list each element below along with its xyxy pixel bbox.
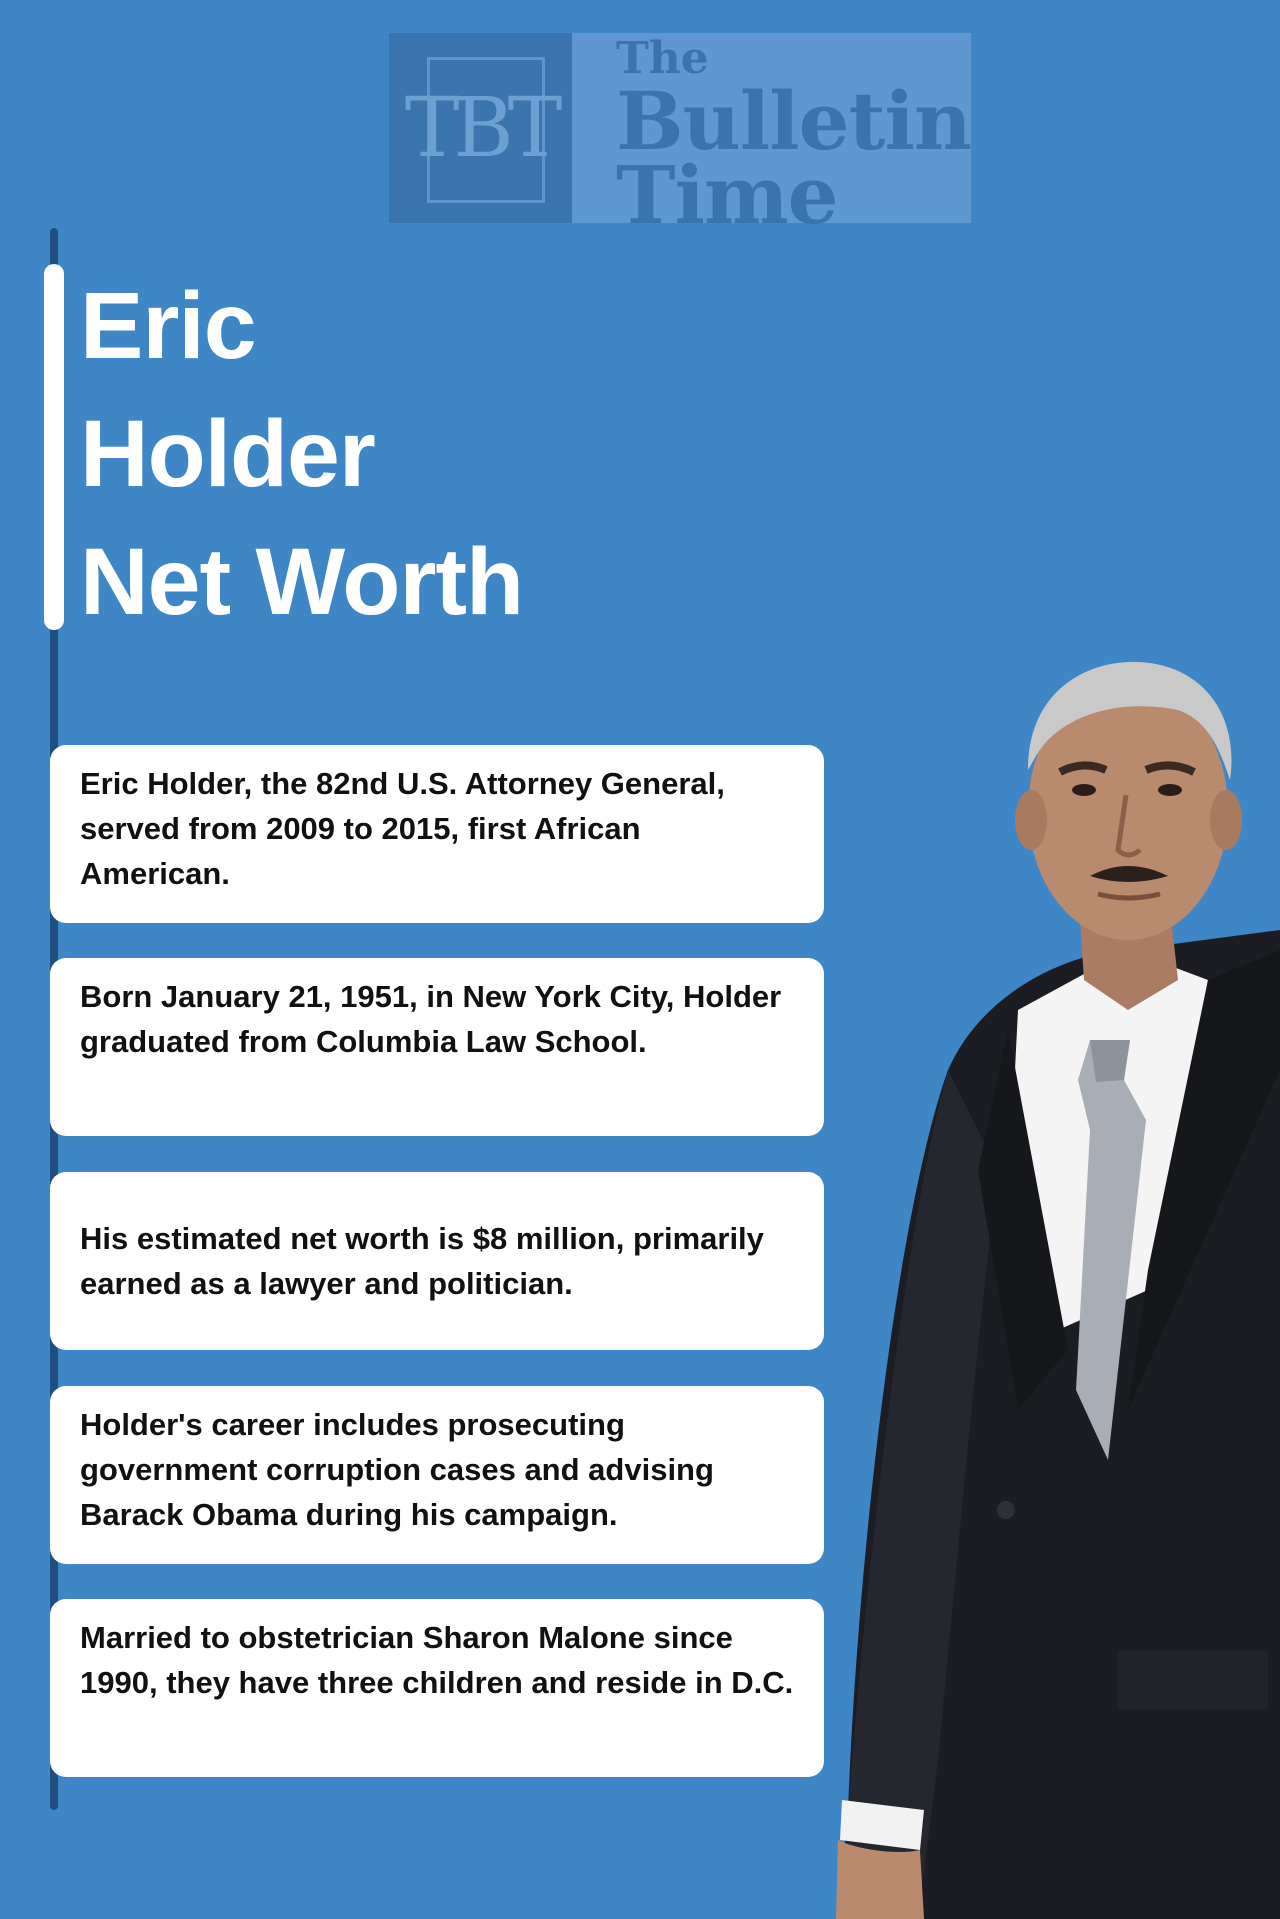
fact-card-net-worth xyxy=(50,1172,824,1350)
fact-text: His estimated net worth is $8 million, primarily earned as a lawyer and politician. xyxy=(80,1221,764,1301)
fact-text: Married to obstetrician Sharon Malone since 1990, they have three children and reside in D.C. xyxy=(80,1620,794,1700)
fact-card-family xyxy=(50,1599,824,1777)
fact-card-career xyxy=(50,1386,824,1564)
fact-text: Born January 21, 1951, in New York City, Holder graduated from Columbia Law School. xyxy=(80,979,782,1059)
title-accent-bar xyxy=(44,264,64,630)
monogram-letters: TBT xyxy=(404,80,557,176)
logo-word-the: The xyxy=(616,33,709,84)
title-line-3: Net Worth xyxy=(80,529,524,635)
page-title xyxy=(80,262,523,646)
bulletin-time-logo xyxy=(389,33,971,242)
fact-card-birth-education xyxy=(50,958,824,1136)
logo-word-bulletin: Bulletin xyxy=(616,74,971,168)
logo-word-time: Time xyxy=(616,148,838,242)
fact-text: Eric Holder, the 82nd U.S. Attorney General, served from 2009 to 2015, first African American. xyxy=(80,766,725,891)
tbt-monogram xyxy=(389,33,572,223)
title-line-1: Eric xyxy=(80,273,256,379)
eric-holder-portrait xyxy=(828,650,1280,1919)
title-line-2: Holder xyxy=(80,401,375,507)
logo-wordmark xyxy=(572,33,971,242)
fact-text: Holder's career includes prosecuting government corruption cases and advising Barack Obama during his campaign. xyxy=(80,1407,714,1532)
fact-card-attorney-general xyxy=(50,745,824,923)
